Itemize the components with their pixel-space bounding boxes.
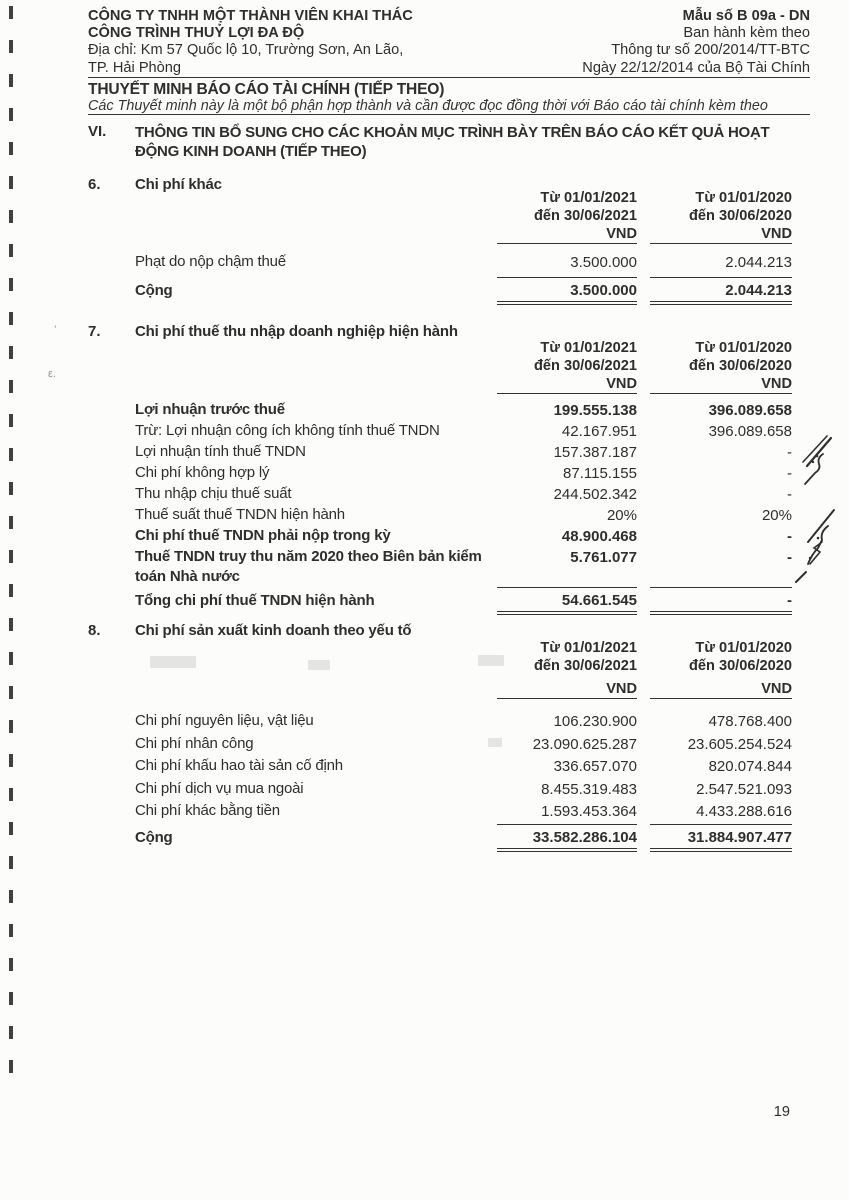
form-number: Mẫu số B 09a - DN [682,8,810,24]
row-label: Lợi nhuận trước thuế [135,401,285,418]
form-reference-block [420,8,810,77]
total-row [135,824,792,852]
row-value-2021: 5.761.077 [570,549,637,566]
row-label: Trừ: Lợi nhuận công ích không tính thuế TNDN [135,422,440,439]
title-divider-line [88,114,810,115]
column-header-2020: Từ 01/01/2020 đến 30/06/2020 VND [650,339,792,394]
scan-smudge [150,656,196,668]
row-label: Chi phí khác bằng tiền [135,802,280,819]
table-row [135,801,792,824]
total-value-2020: 31.884.907.477 [650,824,792,852]
section-8-number: 8. [88,622,101,639]
table-row [135,400,792,421]
section-6-table [135,189,792,305]
form-date-line: Ngày 22/12/2014 của Bộ Tài Chính [582,59,810,76]
total-label: Tổng chi phí thuế TNDN hiện hành [135,592,375,609]
row-label: Chi phí thuế TNDN phải nộp trong kỳ [135,527,391,544]
section-7-heading [88,323,458,340]
total-label: Cộng [135,828,173,846]
scan-noise: ε. [48,368,56,380]
row-value-2020: 4.433.288.616 [696,803,792,820]
total-value-2021: 54.661.545 [497,587,637,615]
row-value-2020: - [787,486,792,503]
column-header-2020: Từ 01/01/2020 đến 30/06/2020 VND [650,639,792,699]
row-label: Chi phí dịch vụ mua ngoài [135,779,304,797]
row-label: Thuế TNDN truy thu năm 2020 theo Biên bản kiểm toán Nhà nước [135,548,482,585]
row-label: Chi phí không hợp lý [135,464,270,481]
row-value-2020: 396.089.658 [708,423,792,440]
row-label: Chi phí nguyên liệu, vật liệu [135,712,314,729]
row-label: Thuế suất thuế TNDN hiện hành [135,506,345,523]
document-note: Các Thuyết minh này là một bộ phận hợp thành và cần được đọc đồng thời với Báo cáo tài chính kèm theo [88,98,768,114]
table-row [135,442,792,463]
unit-label-2020: VND [650,225,792,244]
table-row [135,734,792,757]
column-header-2020: Từ 01/01/2020 đến 30/06/2020 VND [650,189,792,244]
total-row [135,277,792,305]
section-vi-title: THÔNG TIN BỔ SUNG CHO CÁC KHOẢN MỤC TRÌNH BÀY TRÊN BÁO CÁO KẾT QUẢ HOẠT ĐỘNG KINH DOANH (TIẾP THEO) [135,124,770,160]
row-value-2021: 1.593.453.364 [541,803,637,820]
section-6-table-header [135,189,792,244]
row-value-2021: 106.230.900 [553,713,637,730]
row-value-2021: 3.500.000 [570,254,637,271]
row-value-2020: - [787,465,792,482]
table-row [135,252,792,273]
row-value-2020: 2.547.521.093 [696,780,792,798]
row-value-2020: 2.044.213 [725,254,792,271]
row-value-2021: 157.387.187 [553,444,637,461]
section-8-table-header [135,639,792,699]
row-value-2021: 87.115.155 [563,465,637,482]
table-row [135,505,792,526]
company-name-line-2: CÔNG TRÌNH THUỶ LỢI ĐA ĐỘ [88,25,305,42]
row-value-2020: 23.605.254.524 [687,735,792,753]
form-issued-line: Ban hành kèm theo [683,25,810,42]
column-header-2021: Từ 01/01/2021 đến 30/06/2021 VND [497,189,637,244]
document-title: THUYẾT MINH BÁO CÁO TÀI CHÍNH (TIẾP THEO) [88,81,445,98]
row-value-2021: 23.090.625.287 [532,735,637,753]
row-value-2020: - [787,528,792,545]
binder-punch-marks [9,6,13,1088]
section-vi-number: VI. [88,123,107,140]
section-8-title: Chi phí sản xuất kinh doanh theo yếu tố [135,622,412,639]
row-value-2021: 244.502.342 [553,486,637,503]
table-row [135,526,792,547]
row-label: Thu nhập chịu thuế suất [135,485,292,502]
table-row [135,484,792,505]
total-value-2020: 2.044.213 [650,277,792,305]
header-divider-line [88,77,810,78]
section-6-number: 6. [88,176,101,193]
unit-label-2020: VND [650,680,792,699]
row-value-2020: 478.768.400 [708,713,792,730]
row-value-2020: 20% [761,507,792,524]
table-row [135,779,792,802]
form-circular-line: Thông tư số 200/2014/TT-BTC [611,42,810,59]
total-row [135,587,792,615]
total-value-2020: - [650,587,792,615]
row-value-2021: 48.900.468 [561,528,637,545]
company-name-line-1: CÔNG TY TNHH MỘT THÀNH VIÊN KHAI THÁC [88,8,413,24]
scan-smudge [308,660,330,670]
total-label: Cộng [135,282,173,299]
section-7-table [135,339,792,615]
row-value-2021: 336.657.070 [553,758,637,775]
section-vi-heading [88,123,813,161]
table-row [135,463,792,484]
row-value-2021: 20% [606,507,637,524]
table-row [135,756,792,779]
section-6-title: Chi phí khác [135,176,222,193]
section-7-table-header [135,339,792,394]
page-number: 19 [773,1104,790,1120]
scan-noise: ’ [54,324,57,336]
row-value-2021: 199.555.138 [553,402,637,419]
section-7-title: Chi phí thuế thu nhập doanh nghiệp hiện hành [135,323,458,340]
row-value-2021: 8.455.319.483 [541,780,637,798]
unit-label-2021: VND [497,680,637,699]
row-value-2020: - [787,444,792,461]
company-address-line-2: TP. Hải Phòng [88,59,182,76]
table-row [135,421,792,442]
scan-smudge [488,738,502,747]
table-row [135,547,792,587]
row-label: Chi phí khấu hao tài sản cố định [135,757,343,774]
unit-label-2020: VND [650,375,792,394]
column-header-2021: Từ 01/01/2021 đến 30/06/2021 VND [497,339,637,394]
total-value-2021: 33.582.286.104 [497,824,637,852]
unit-label-2021: VND [497,375,637,394]
row-label: Chi phí nhân công [135,734,254,752]
table-row [135,711,792,734]
handwritten-mark [788,502,840,586]
row-value-2021: 42.167.951 [561,423,637,440]
section-8-table [135,639,792,852]
section-8-heading [88,622,411,639]
unit-label-2021: VND [497,225,637,244]
scan-smudge [478,655,504,666]
company-address-line-1: Địa chỉ: Km 57 Quốc lộ 10, Trường Sơn, An Lão, [88,42,404,59]
total-value-2021: 3.500.000 [497,277,637,305]
row-label: Phạt do nộp chậm thuế [135,253,286,270]
row-value-2020: 820.074.844 [708,758,792,775]
section-7-number: 7. [88,323,101,340]
column-header-2021: Từ 01/01/2021 đến 30/06/2021 VND [497,639,637,699]
row-value-2020: - [787,549,792,566]
handwritten-mark [793,432,837,498]
row-value-2020: 396.089.658 [708,402,792,419]
row-label: Lợi nhuận tính thuế TNDN [135,443,306,460]
